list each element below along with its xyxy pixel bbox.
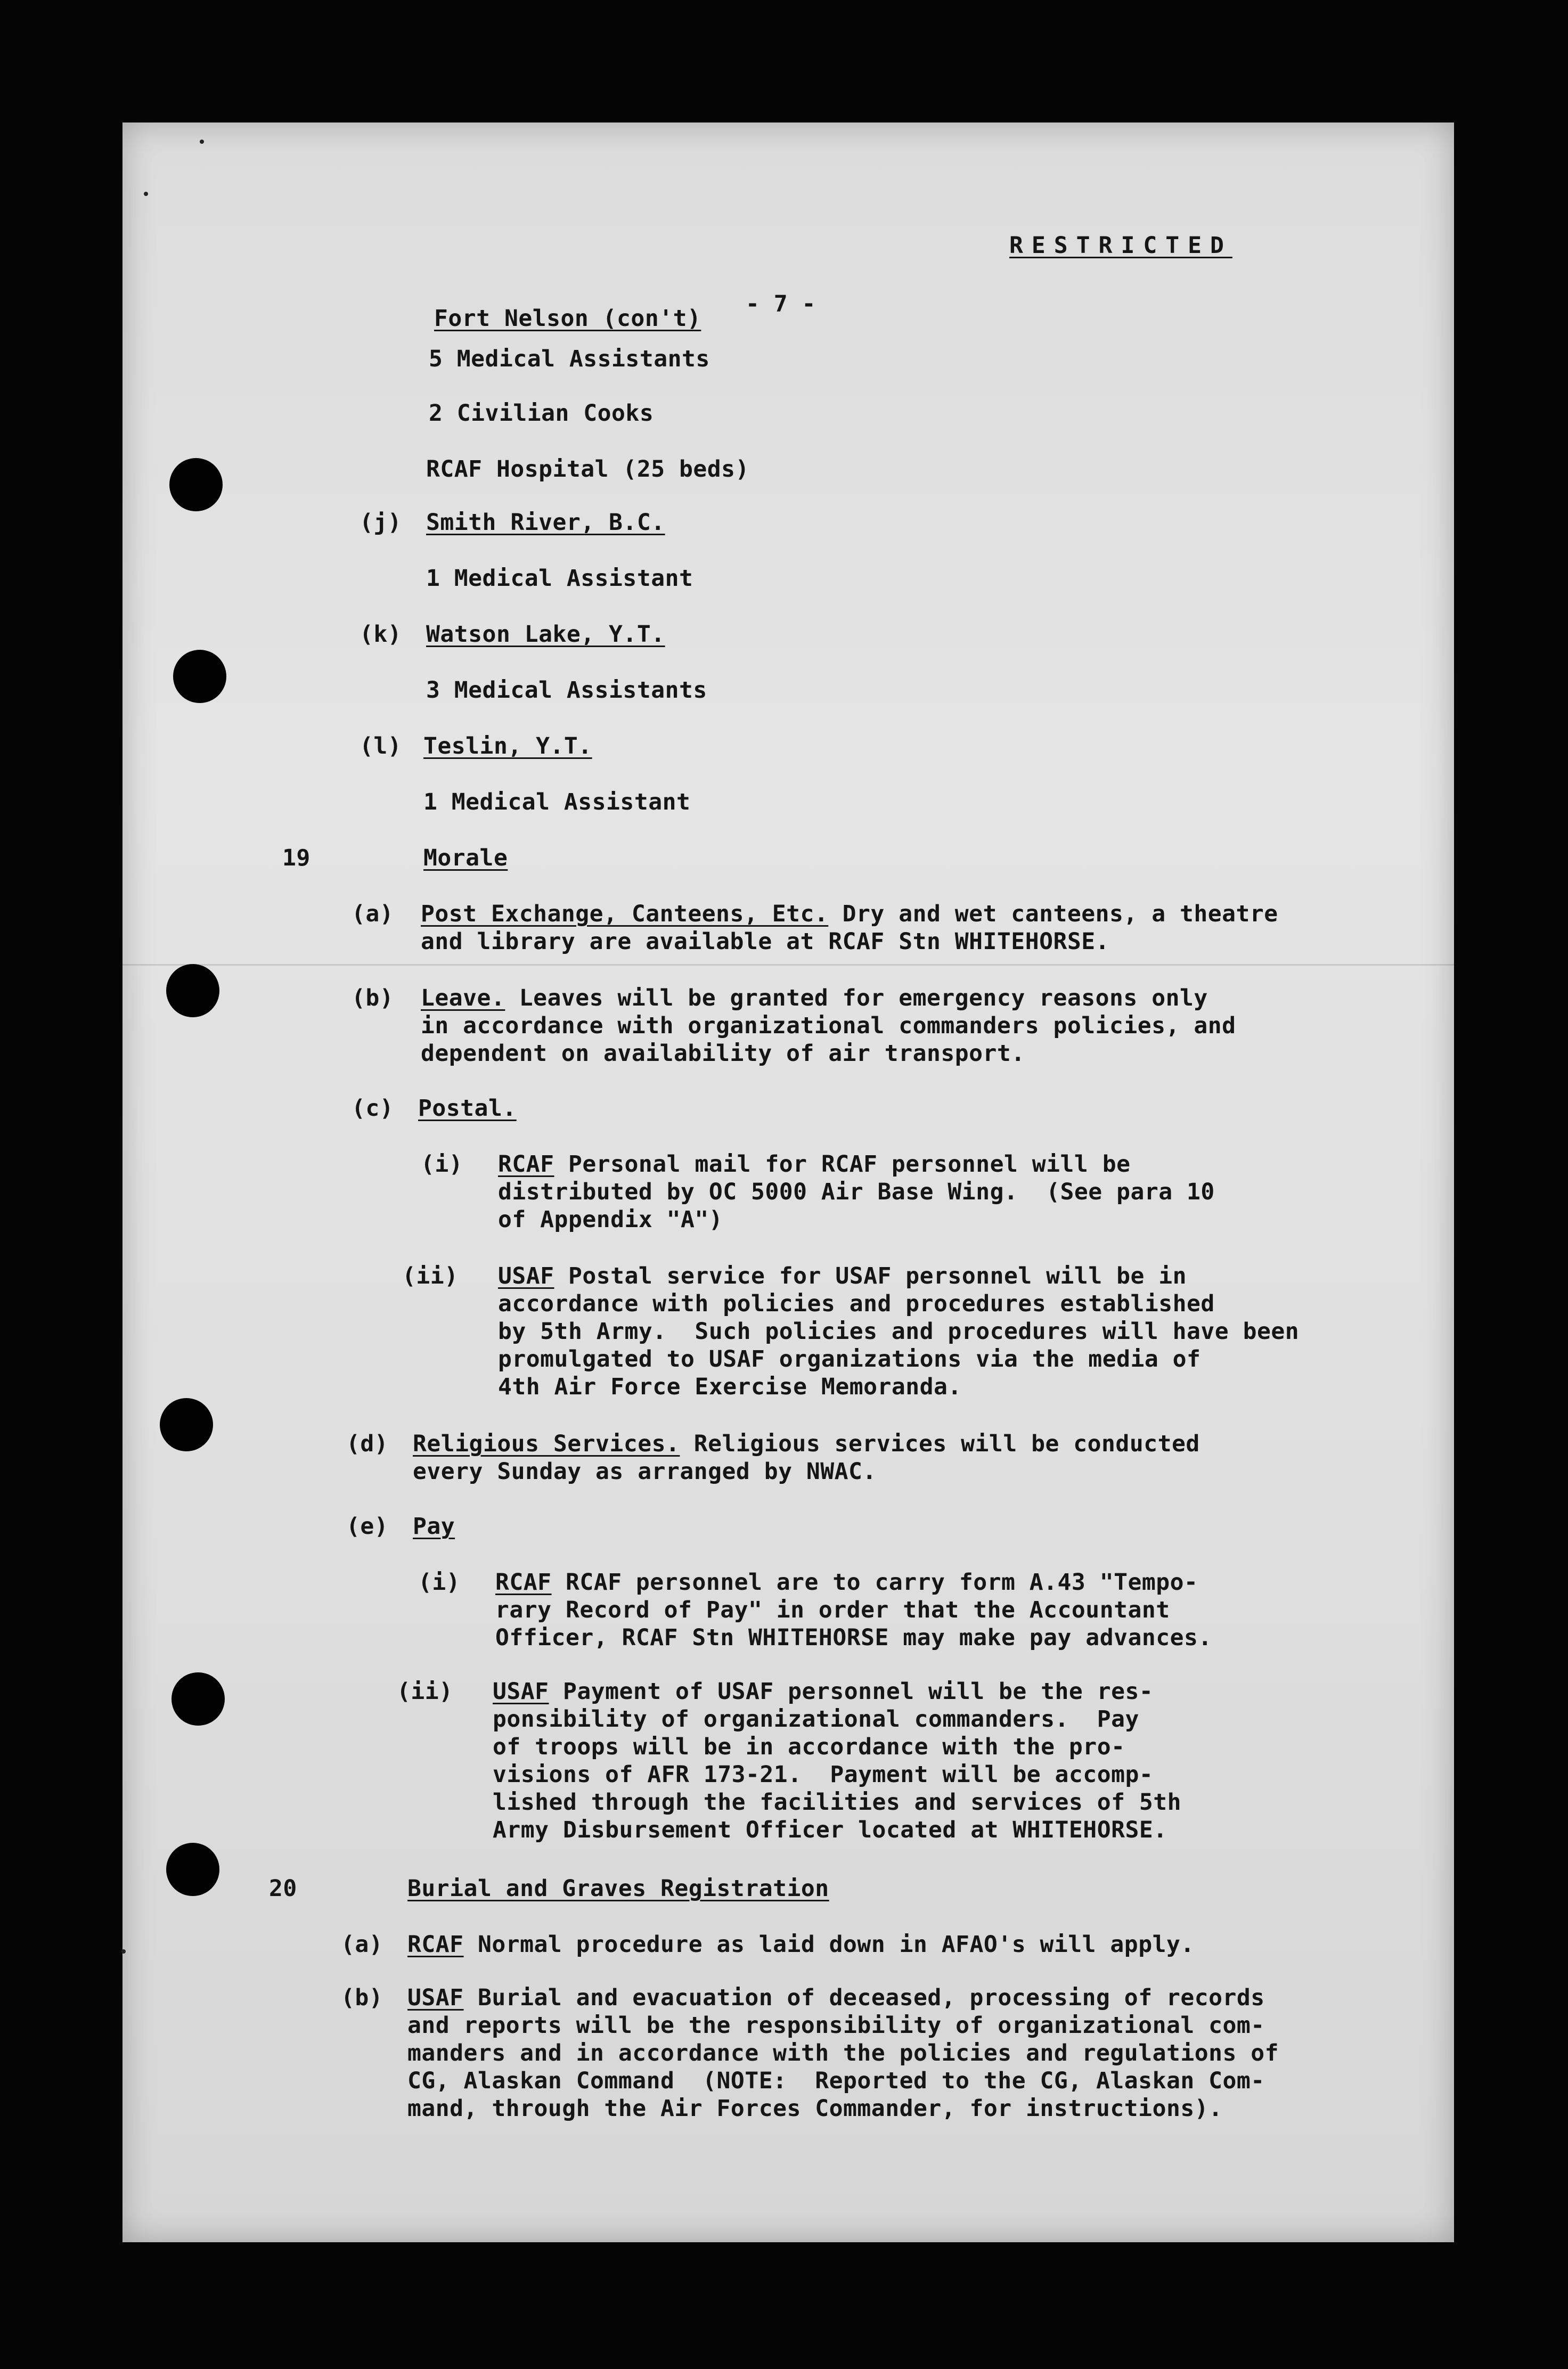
paragraph-heading: USAF bbox=[498, 1263, 554, 1289]
scan-speck bbox=[121, 1949, 126, 1954]
subitem-label: (i) bbox=[418, 1569, 461, 1596]
paragraph-line: accordance with policies and procedures established bbox=[498, 1290, 1215, 1317]
binder-hole bbox=[169, 458, 223, 511]
paragraph-line bbox=[495, 1569, 1198, 1596]
classification-marking: RESTRICTED bbox=[1009, 232, 1232, 259]
paragraph-text: Normal procedure as laid down in AFAO's will apply. bbox=[463, 1931, 1195, 1958]
station-staff: 1 Medical Assistant bbox=[423, 789, 691, 815]
binder-hole bbox=[166, 1843, 219, 1896]
fort-nelson-heading: Fort Nelson (con't) bbox=[434, 305, 701, 332]
fort-nelson-line: RCAF Hospital (25 beds) bbox=[426, 456, 749, 483]
paragraph-line: visions of AFR 173-21. Payment will be accomp- bbox=[493, 1761, 1154, 1788]
paragraph-heading: RCAF bbox=[498, 1151, 554, 1178]
item-label: (a) bbox=[341, 1931, 383, 1958]
paragraph-line: of troops will be in accordance with the pro- bbox=[493, 1734, 1125, 1760]
paragraph-line: Officer, RCAF Stn WHITEHORSE may make pay advances. bbox=[495, 1624, 1212, 1651]
paragraph-line: and library are available at RCAF Stn WHITEHORSE. bbox=[421, 928, 1110, 955]
paragraph-line: lished through the facilities and services of 5th bbox=[493, 1789, 1182, 1816]
page-number: - 7 - bbox=[746, 291, 816, 317]
paragraph-line: manders and in accordance with the policies and regulations of bbox=[407, 2040, 1279, 2066]
paragraph-heading: USAF bbox=[493, 1678, 549, 1705]
binder-hole bbox=[160, 1398, 213, 1451]
paragraph-line bbox=[407, 1931, 1195, 1958]
paragraph-text: Payment of USAF personnel will be the res- bbox=[549, 1678, 1154, 1705]
item-label: (b) bbox=[341, 1984, 383, 2011]
paragraph-heading: Post Exchange, Canteens, Etc. bbox=[421, 901, 829, 927]
paragraph-heading: Leave. bbox=[421, 985, 505, 1011]
paragraph-line: and reports will be the responsibility of organizational com- bbox=[407, 2012, 1265, 2039]
item-label: (b) bbox=[352, 985, 394, 1011]
section-title: Burial and Graves Registration bbox=[407, 1875, 829, 1902]
section-number: 20 bbox=[269, 1875, 297, 1902]
item-label: (d) bbox=[346, 1431, 389, 1457]
paragraph-heading: RCAF bbox=[495, 1569, 552, 1596]
fort-nelson-line: 2 Civilian Cooks bbox=[429, 400, 654, 427]
paragraph-line: in accordance with organizational commanders policies, and bbox=[421, 1012, 1236, 1039]
station-staff: 1 Medical Assistant bbox=[426, 565, 693, 592]
paragraph-line: of Appendix "A") bbox=[498, 1206, 723, 1233]
paragraph-line: 4th Air Force Exercise Memoranda. bbox=[498, 1374, 962, 1400]
item-label: (l) bbox=[360, 733, 402, 759]
paragraph-heading: USAF bbox=[407, 1984, 464, 2011]
paragraph-line: by 5th Army. Such policies and procedures will have been bbox=[498, 1318, 1300, 1345]
paragraph-line bbox=[421, 900, 1278, 928]
paragraph-heading: Pay bbox=[413, 1513, 455, 1540]
paragraph-line: dependent on availability of air transport. bbox=[421, 1040, 1025, 1067]
station-name: Teslin, Y.T. bbox=[423, 733, 592, 759]
paragraph-text: Religious services will be conducted bbox=[680, 1431, 1200, 1457]
paragraph-line bbox=[407, 1984, 1265, 2012]
subitem-label: (ii) bbox=[397, 1678, 453, 1705]
paragraph-line: ponsibility of organizational commanders. Pay bbox=[493, 1706, 1139, 1733]
binder-hole bbox=[166, 964, 219, 1017]
paragraph-line: mand, through the Air Forces Commander, for instructions). bbox=[407, 2095, 1223, 2122]
paragraph-line: CG, Alaskan Command (NOTE: Reported to the CG, Alaskan Com- bbox=[407, 2068, 1265, 2094]
binder-hole bbox=[172, 1672, 225, 1726]
item-label: (k) bbox=[360, 621, 402, 648]
paragraph-text: Postal service for USAF personnel will be in bbox=[554, 1263, 1187, 1289]
station-name: Smith River, B.C. bbox=[426, 509, 665, 536]
subitem-label: (i) bbox=[421, 1151, 463, 1178]
subitem-label: (ii) bbox=[402, 1263, 459, 1289]
paragraph-line: distributed by OC 5000 Air Base Wing. (See para 10 bbox=[498, 1179, 1215, 1205]
item-label: (c) bbox=[352, 1095, 394, 1122]
paragraph-line: rary Record of Pay" in order that the Accountant bbox=[495, 1597, 1170, 1623]
paragraph-heading: Postal. bbox=[418, 1095, 517, 1122]
scan-speck bbox=[200, 140, 204, 144]
paragraph-heading: RCAF bbox=[407, 1931, 464, 1958]
paragraph-text: Dry and wet canteens, a theatre bbox=[828, 901, 1278, 927]
item-label: (a) bbox=[352, 901, 394, 927]
fold-line bbox=[123, 964, 1454, 966]
paragraph-line bbox=[493, 1678, 1153, 1705]
paragraph-heading: Religious Services. bbox=[413, 1431, 680, 1457]
station-name: Watson Lake, Y.T. bbox=[426, 621, 665, 648]
item-label: (j) bbox=[360, 509, 402, 536]
scan-speck bbox=[144, 192, 148, 196]
paragraph-line bbox=[421, 984, 1208, 1012]
binder-hole bbox=[173, 650, 226, 703]
paragraph-line: promulgated to USAF organizations via the media of bbox=[498, 1346, 1201, 1373]
paragraph-text: Personal mail for RCAF personnel will be bbox=[554, 1151, 1131, 1178]
paragraph-line bbox=[413, 1430, 1200, 1458]
paragraph-text: Burial and evacuation of deceased, processing of records bbox=[463, 1984, 1265, 2011]
section-number: 19 bbox=[282, 845, 311, 871]
fort-nelson-line: 5 Medical Assistants bbox=[429, 346, 710, 372]
paragraph-line bbox=[498, 1150, 1130, 1178]
paragraph-line: every Sunday as arranged by NWAC. bbox=[413, 1458, 877, 1485]
paragraph-line: Army Disbursement Officer located at WHITEHORSE. bbox=[493, 1817, 1167, 1843]
item-label: (e) bbox=[346, 1513, 389, 1540]
paragraph-text: Leaves will be granted for emergency reasons only bbox=[505, 985, 1208, 1011]
paragraph-line bbox=[498, 1262, 1187, 1290]
paragraph-text: RCAF personnel are to carry form A.43 "Tempo- bbox=[551, 1569, 1198, 1596]
station-staff: 3 Medical Assistants bbox=[426, 677, 707, 704]
section-title: Morale bbox=[423, 845, 508, 871]
